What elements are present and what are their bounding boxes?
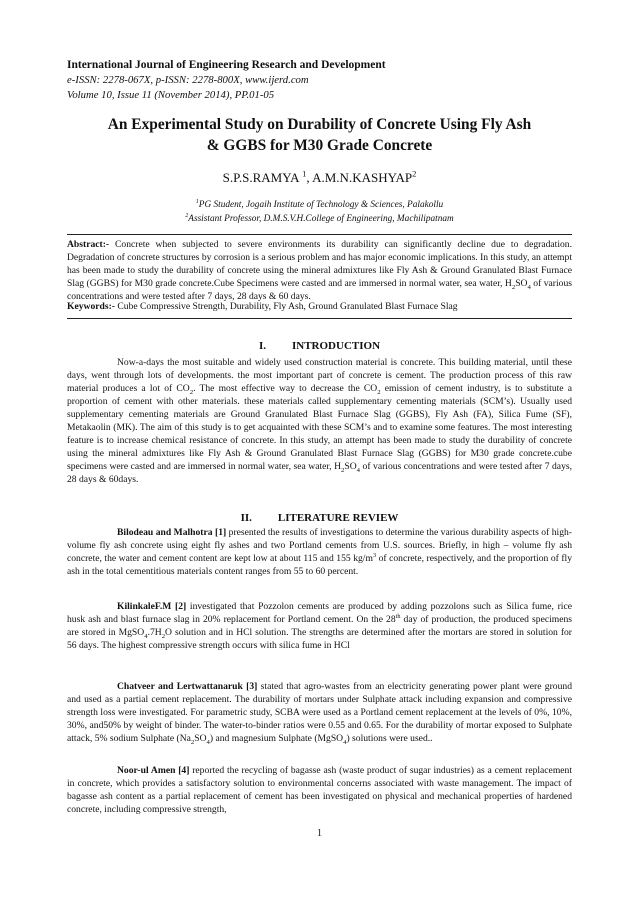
review-3-text-c: ) and magnesium Sulphate (MgSO xyxy=(209,733,344,745)
journal-issn: e-ISSN: 2278-067X, p-ISSN: 2278-800X, www.ijerd.com xyxy=(67,74,309,86)
review-2-sub-1: 4 xyxy=(144,633,148,640)
review-2-author: KilinkaleF.M [2] xyxy=(117,601,187,612)
affiliation-1-mark: 1 xyxy=(195,198,199,205)
review-1-text-a: presented the results of investigations to determine the various durability aspects of high-volume fly ash concrete using eight fly ashes and two Portland cements from U.S. sources. Briefly, in high – volume fly ash concrete, the water and cement content are kept low at about 115 and 155 kg/m xyxy=(67,527,572,565)
review-paragraph-3 xyxy=(67,680,572,745)
intro-sub-1: 2 xyxy=(189,389,194,396)
review-1-text-b: of concrete, respectively, and the proportion of fly ash in the total cementitious materials content ranges from 55 to 60 percent. xyxy=(67,553,572,578)
review-2-sub-2: 2 xyxy=(161,633,166,640)
paper-title xyxy=(67,114,572,156)
keywords-label: Keywords:- xyxy=(67,301,115,312)
intro-text-a: Now-a-days the most suitable and widely used construction material is concrete. This building material, until these days, went through lots of developments. the most important part of concrete is cement. The production process of this raw material produces a lot of CO xyxy=(67,357,572,395)
author-2-mark: 2 xyxy=(412,168,417,179)
intro-sub-2: 2 xyxy=(377,389,381,396)
abstract-label: Abstract:- xyxy=(67,239,110,250)
section-1-number: I. xyxy=(258,340,266,352)
keywords-text: Cube Compressive Strength, Durability, Fly Ash, Ground Granulated Blast Furnace Slag xyxy=(114,301,458,312)
intro-sub-4: 4 xyxy=(356,467,361,475)
review-3-text-d: ) solutions were used.. xyxy=(346,733,433,745)
review-3-sub-3: 4 xyxy=(343,739,347,747)
review-2-text-d: O solution and in HCl solution. The strengths are determined after the mortars are stored in solution for 56 days. The highest compressive strength occurs with silica fume in HCl xyxy=(67,627,573,652)
review-2-text-b: day of production, the produced specimens are stored in MgSO xyxy=(67,614,572,639)
review-paragraph-1 xyxy=(67,526,572,578)
title-line-2: & GGBS for M30 Grade Concrete xyxy=(206,137,433,154)
journal-volume: Volume 10, Issue 11 (November 2014), PP.01-05 xyxy=(67,89,275,101)
abstract-text-a: Concrete when subjected to severe environments its durability can significantly decline due to degradation. Degradation of concrete structures by corrosion is a serious problem and has major economic implications. In this study, an attempt has been made to study the durability of concrete using the mineral admixtures like Fly Ash & Ground Granulated Blast Furnace Slag (GGBS) for M30 grade concrete.Cube Specimens were casted and are immersed in normal water, sea water, H xyxy=(67,239,572,290)
review-1-author: Bilodeau and Malhotra [1] xyxy=(117,527,227,538)
section-2-title: LITERATURE REVIEW xyxy=(277,512,399,524)
section-heading-literature-review xyxy=(67,512,572,524)
review-2-sup: th xyxy=(395,612,401,620)
intro-text-c: emission of cement industry, is to substitute a proportion of cement with other materials. these materials called supplementary cementing materials (SCM’s). Usually used supplementary cementing materials are Ground Granulated Blast Furnace Slag (GGBS), Fly Ash (FA), Silica Fume (SF), Metakaolin (MK). The aim of this study is to get acquainted with these SCM’s and to examine some features. The most interesting feature is to increase chemical resistance of concrete. In this study, an attempt has been made to study the durability of concrete using the mineral admixtures like Fly Ash & Ground Granulated Blast Furnace Slag (GGBS) for M30 grade concrete.cube specimens were casted and are immersed in normal water, sea water, H xyxy=(67,383,573,473)
affiliations xyxy=(67,198,572,226)
intro-text-b: . The most effective way to decrease the CO xyxy=(193,383,378,395)
divider-bottom xyxy=(67,318,572,319)
intro-text-e: of various concentrations and were tested after 7 days, 28 days & 60days. xyxy=(67,461,572,486)
abstract-sub-a: 2 xyxy=(511,284,516,292)
review-paragraph-2 xyxy=(67,600,572,652)
review-2-text-a: investigated that Pozzolon cements are produced by adding pozzolons such as Silica fume, rice husk ash and blast furnace slag in 20% replacement for Portland cement. On the 28 xyxy=(67,601,572,626)
review-1-sup: 3 xyxy=(372,551,377,559)
section-2-number: II. xyxy=(240,512,252,524)
review-3-sub-2: 4 xyxy=(206,739,210,747)
page-number: 1 xyxy=(317,828,322,839)
author-2: , A.M.N.KASHYAP xyxy=(306,170,413,185)
abstract-sub-b: 4 xyxy=(527,284,531,292)
affiliation-2 xyxy=(67,212,572,226)
review-paragraph-4 xyxy=(67,764,572,816)
journal-header xyxy=(67,58,572,103)
review-3-text-a: stated that agro-wastes from an electricity generating power plant were ground and used as a partial cement replacement. The durability of mortars under Sulphate attack including expansion and compressive strength loss were investigated. For parametric study, SCBA were used as a Portland cement replacement at the levels of 0%, 10%, 30%, and50% by weight of binder. The water-to-binder ratios were 0.55 and 0.65. For the durability of mortar exposed to Sulphate attack, 5% sodium Sulphate (Na xyxy=(67,681,572,745)
review-3-author: Chatveer and Lertwattanaruk [3] xyxy=(117,681,258,692)
abstract-text-c: of various concentrations and were tested after 7 days, 28 days & 60 days. xyxy=(67,278,572,303)
review-3-text-b: SO xyxy=(194,733,207,745)
abstract xyxy=(67,238,572,303)
journal-name: International Journal of Engineering Research and Development xyxy=(67,59,386,71)
author-1-mark: 1 xyxy=(302,168,307,179)
section-heading-introduction xyxy=(67,340,572,352)
author-list xyxy=(67,170,572,186)
divider-top xyxy=(67,234,572,235)
review-4-text-a: reported the recycling of bagasse ash (waste product of sugar industries) as a cement replacement in concrete, which provides a satisfactory solution to environmental concerns associated with waste management. The impact of bagasse ash content as a partial replacement of cement has been investigated on physical and mechanical properties of hardened concrete, including compressive strength, xyxy=(67,765,573,816)
author-1: S.P.S.RAMYA xyxy=(222,170,299,185)
intro-sub-3: 2 xyxy=(341,467,345,475)
review-2-text-c: .7H xyxy=(147,627,162,639)
keywords xyxy=(67,300,572,313)
abstract-text-b: SO xyxy=(515,278,528,290)
introduction-paragraph xyxy=(67,356,572,486)
review-4-author: Noor-ul Amen [4] xyxy=(117,765,190,776)
section-1-title: INTRODUCTION xyxy=(292,340,381,352)
intro-text-d: SO xyxy=(344,461,357,473)
title-line-1: An Experimental Study on Durability of Concrete Using Fly Ash xyxy=(107,116,532,133)
review-3-sub-1: 2 xyxy=(190,739,195,747)
affiliation-1 xyxy=(67,198,572,212)
affiliation-2-text: Assistant Professor, D.M.S.V.H.College of Engineering, Machilipatnam xyxy=(188,214,454,224)
affiliation-1-text: PG Student, Jogaih Institute of Technology & Sciences, Palakollu xyxy=(198,200,444,210)
affiliation-2-mark: 2 xyxy=(185,212,189,219)
